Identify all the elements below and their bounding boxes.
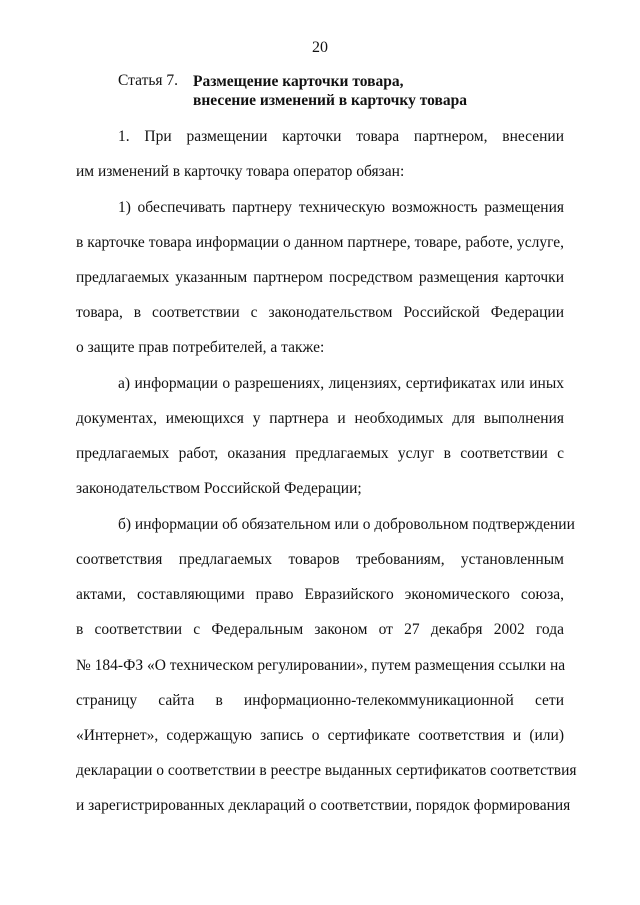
text-line: предлагаемых работ, оказания предлагаемых услуг в соответствии с xyxy=(76,445,564,462)
article-label: Статья 7. xyxy=(118,72,179,89)
text-line: № 184-ФЗ «О техническом регулировании», путем размещения ссылки на xyxy=(76,657,566,674)
text-line: 1. При размещении карточки товара партнером, внесении xyxy=(118,128,564,145)
text-line: и зарегистрированных деклараций о соответствии, порядок формирования xyxy=(76,797,571,814)
text-line: товара, в соответствии с законодательством Российской Федерации xyxy=(76,304,564,321)
text-line: 1) обеспечивать партнеру техническую возможность размещения xyxy=(118,199,564,216)
text-line: в соответствии с Федеральным законом от 27 декабря 2002 года xyxy=(76,621,564,638)
text-line: соответствия предлагаемых товаров требованиям, установленным xyxy=(76,551,564,568)
text-line: в карточке товара информации о данном партнере, товаре, работе, услуге, xyxy=(76,234,564,251)
text-line: б) информации об обязательном или о добровольном подтверждении xyxy=(118,516,575,533)
text-line: страницу сайта в информационно-телекоммуникационной сети xyxy=(76,692,564,709)
text-line: актами, составляющими право Евразийского экономического союза, xyxy=(76,586,564,603)
article-title xyxy=(193,72,467,110)
text-line: законодательством Российской Федерации; xyxy=(76,480,362,497)
page-number: 20 xyxy=(312,39,328,56)
text-line: им изменений в карточку товара оператор обязан: xyxy=(76,163,405,180)
article-title-line-2: внесение изменений в карточку товара xyxy=(193,92,467,109)
article-title-line-1: Размещение карточки товара, xyxy=(193,73,404,90)
text-line: «Интернет», содержащую запись о сертификате соответствия и (или) xyxy=(76,727,564,744)
text-line: декларации о соответствии в реестре выданных сертификатов соответствия xyxy=(76,762,577,779)
text-line: документах, имеющихся у партнера и необходимых для выполнения xyxy=(76,410,564,427)
text-line: предлагаемых указанным партнером посредством размещения карточки xyxy=(76,269,564,286)
text-line: а) информации о разрешениях, лицензиях, сертификатах или иных xyxy=(118,375,564,392)
text-line: о защите прав потребителей, а также: xyxy=(76,339,325,356)
